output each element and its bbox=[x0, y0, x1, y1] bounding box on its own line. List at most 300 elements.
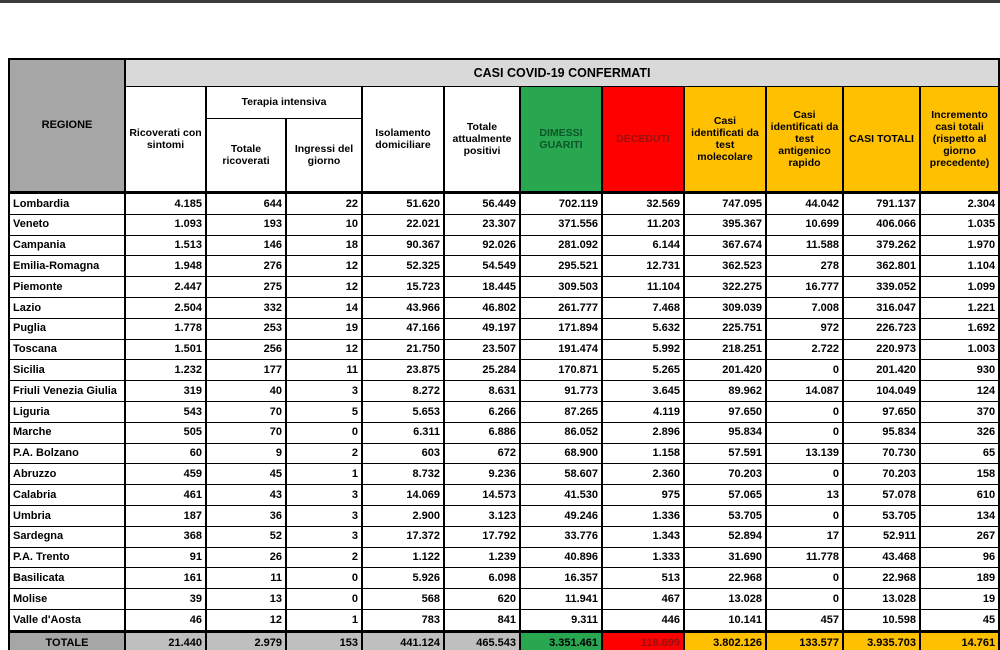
value-cell: 1 bbox=[286, 609, 362, 631]
value-cell: 92.026 bbox=[444, 235, 520, 256]
value-cell: 275 bbox=[206, 277, 286, 298]
column-group-terapia-intensiva: Terapia intensiva bbox=[206, 87, 362, 119]
value-cell: 11.203 bbox=[602, 214, 684, 235]
value-cell: 0 bbox=[766, 422, 843, 443]
value-cell: 43 bbox=[206, 485, 286, 506]
column-header-incremento: Incremento casi totali (rispetto al giorno precedente) bbox=[920, 87, 999, 193]
value-cell: 620 bbox=[444, 589, 520, 610]
column-header-dimessi-guariti: DIMESSI GUARITI bbox=[520, 87, 602, 193]
value-cell: 65 bbox=[920, 443, 999, 464]
column-header-totale-ricoverati: Totale ricoverati bbox=[206, 119, 286, 193]
value-cell: 12 bbox=[286, 277, 362, 298]
value-cell: 5 bbox=[286, 401, 362, 422]
region-name: P.A. Bolzano bbox=[9, 443, 125, 464]
value-cell: 7.468 bbox=[602, 297, 684, 318]
table-row bbox=[9, 526, 999, 547]
value-cell: 91.773 bbox=[520, 381, 602, 402]
value-cell: 161 bbox=[125, 568, 206, 589]
column-header-ricoverati-con-sintomi: Ricoverati con sintomi bbox=[125, 87, 206, 193]
value-cell: 87.265 bbox=[520, 401, 602, 422]
table-footer bbox=[9, 631, 999, 650]
value-cell: 295.521 bbox=[520, 256, 602, 277]
value-cell: 975 bbox=[602, 485, 684, 506]
value-cell: 1.948 bbox=[125, 256, 206, 277]
value-cell: 568 bbox=[362, 589, 444, 610]
value-cell: 5.992 bbox=[602, 339, 684, 360]
value-cell: 201.420 bbox=[684, 360, 766, 381]
value-cell: 12.731 bbox=[602, 256, 684, 277]
value-cell: 58.607 bbox=[520, 464, 602, 485]
value-cell: 70.730 bbox=[843, 443, 920, 464]
value-cell: 6.311 bbox=[362, 422, 444, 443]
value-cell: 3 bbox=[286, 505, 362, 526]
region-name: Campania bbox=[9, 235, 125, 256]
value-cell: 95.834 bbox=[843, 422, 920, 443]
value-cell: 41.530 bbox=[520, 485, 602, 506]
value-cell: 57.078 bbox=[843, 485, 920, 506]
table-header bbox=[9, 59, 999, 193]
value-cell: 11 bbox=[206, 568, 286, 589]
table-row bbox=[9, 464, 999, 485]
region-name: Marche bbox=[9, 422, 125, 443]
totale-test-antigenico: 133.577 bbox=[766, 631, 843, 650]
value-cell: 70 bbox=[206, 401, 286, 422]
value-cell: 13 bbox=[206, 589, 286, 610]
value-cell: 15.723 bbox=[362, 277, 444, 298]
value-cell: 702.119 bbox=[520, 193, 602, 215]
value-cell: 747.095 bbox=[684, 193, 766, 215]
value-cell: 2.722 bbox=[766, 339, 843, 360]
value-cell: 1.158 bbox=[602, 443, 684, 464]
value-cell: 22.021 bbox=[362, 214, 444, 235]
value-cell: 9.311 bbox=[520, 609, 602, 631]
value-cell: 0 bbox=[766, 464, 843, 485]
value-cell: 256 bbox=[206, 339, 286, 360]
table-row bbox=[9, 256, 999, 277]
column-header-isolamento-domiciliare: Isolamento domiciliare bbox=[362, 87, 444, 193]
region-name: P.A. Trento bbox=[9, 547, 125, 568]
value-cell: 253 bbox=[206, 318, 286, 339]
value-cell: 1.778 bbox=[125, 318, 206, 339]
value-cell: 49.197 bbox=[444, 318, 520, 339]
column-header-totale-attualmente-positivi: Totale attualmente positivi bbox=[444, 87, 520, 193]
value-cell: 0 bbox=[286, 568, 362, 589]
value-cell: 1.093 bbox=[125, 214, 206, 235]
value-cell: 14.087 bbox=[766, 381, 843, 402]
value-cell: 3.645 bbox=[602, 381, 684, 402]
value-cell: 10.598 bbox=[843, 609, 920, 631]
region-name: Liguria bbox=[9, 401, 125, 422]
value-cell: 13.028 bbox=[843, 589, 920, 610]
totale-deceduti: 118.699 bbox=[602, 631, 684, 650]
value-cell: 5.632 bbox=[602, 318, 684, 339]
value-cell: 17.792 bbox=[444, 526, 520, 547]
value-cell: 2 bbox=[286, 547, 362, 568]
table-row bbox=[9, 214, 999, 235]
value-cell: 32.569 bbox=[602, 193, 684, 215]
totale-ingressi-del-giorno: 153 bbox=[286, 631, 362, 650]
value-cell: 96 bbox=[920, 547, 999, 568]
value-cell: 332 bbox=[206, 297, 286, 318]
value-cell: 124 bbox=[920, 381, 999, 402]
value-cell: 1.343 bbox=[602, 526, 684, 547]
value-cell: 309.039 bbox=[684, 297, 766, 318]
value-cell: 17.372 bbox=[362, 526, 444, 547]
value-cell: 33.776 bbox=[520, 526, 602, 547]
value-cell: 3 bbox=[286, 485, 362, 506]
region-name: Emilia-Romagna bbox=[9, 256, 125, 277]
value-cell: 18 bbox=[286, 235, 362, 256]
value-cell: 191.474 bbox=[520, 339, 602, 360]
value-cell: 261.777 bbox=[520, 297, 602, 318]
value-cell: 362.801 bbox=[843, 256, 920, 277]
value-cell: 6.144 bbox=[602, 235, 684, 256]
value-cell: 23.507 bbox=[444, 339, 520, 360]
value-cell: 26 bbox=[206, 547, 286, 568]
value-cell: 46.802 bbox=[444, 297, 520, 318]
value-cell: 11.104 bbox=[602, 277, 684, 298]
value-cell: 31.690 bbox=[684, 547, 766, 568]
value-cell: 104.049 bbox=[843, 381, 920, 402]
value-cell: 370 bbox=[920, 401, 999, 422]
value-cell: 446 bbox=[602, 609, 684, 631]
value-cell: 1.692 bbox=[920, 318, 999, 339]
value-cell: 1.970 bbox=[920, 235, 999, 256]
value-cell: 1.035 bbox=[920, 214, 999, 235]
value-cell: 51.620 bbox=[362, 193, 444, 215]
value-cell: 841 bbox=[444, 609, 520, 631]
value-cell: 505 bbox=[125, 422, 206, 443]
column-header-test-antigenico: Casi identificati da test antigenico rapido bbox=[766, 87, 843, 193]
value-cell: 2.360 bbox=[602, 464, 684, 485]
totale-isolamento-domiciliare: 441.124 bbox=[362, 631, 444, 650]
region-name: Basilicata bbox=[9, 568, 125, 589]
region-name: Calabria bbox=[9, 485, 125, 506]
value-cell: 220.973 bbox=[843, 339, 920, 360]
value-cell: 218.251 bbox=[684, 339, 766, 360]
value-cell: 276 bbox=[206, 256, 286, 277]
value-cell: 278 bbox=[766, 256, 843, 277]
column-header-regione: REGIONE bbox=[9, 59, 125, 193]
value-cell: 11.778 bbox=[766, 547, 843, 568]
value-cell: 146 bbox=[206, 235, 286, 256]
value-cell: 1.122 bbox=[362, 547, 444, 568]
value-cell: 52.911 bbox=[843, 526, 920, 547]
value-cell: 309.503 bbox=[520, 277, 602, 298]
value-cell: 45 bbox=[206, 464, 286, 485]
value-cell: 86.052 bbox=[520, 422, 602, 443]
value-cell: 12 bbox=[286, 339, 362, 360]
region-name: Friuli Venezia Giulia bbox=[9, 381, 125, 402]
table-row bbox=[9, 297, 999, 318]
totale-attualmente-positivi: 465.543 bbox=[444, 631, 520, 650]
value-cell: 14.573 bbox=[444, 485, 520, 506]
region-name: Lombardia bbox=[9, 193, 125, 215]
value-cell: 457 bbox=[766, 609, 843, 631]
value-cell: 189 bbox=[920, 568, 999, 589]
column-header-casi-totali: CASI TOTALI bbox=[843, 87, 920, 193]
value-cell: 2.304 bbox=[920, 193, 999, 215]
value-cell: 57.065 bbox=[684, 485, 766, 506]
column-header-test-molecolare: Casi identificati da test molecolare bbox=[684, 87, 766, 193]
value-cell: 43.468 bbox=[843, 547, 920, 568]
table-row bbox=[9, 339, 999, 360]
value-cell: 322.275 bbox=[684, 277, 766, 298]
value-cell: 10 bbox=[286, 214, 362, 235]
value-cell: 60 bbox=[125, 443, 206, 464]
value-cell: 16.357 bbox=[520, 568, 602, 589]
value-cell: 1.099 bbox=[920, 277, 999, 298]
value-cell: 326 bbox=[920, 422, 999, 443]
value-cell: 2.896 bbox=[602, 422, 684, 443]
region-name: Puglia bbox=[9, 318, 125, 339]
value-cell: 45 bbox=[920, 609, 999, 631]
value-cell: 177 bbox=[206, 360, 286, 381]
region-name: Umbria bbox=[9, 505, 125, 526]
value-cell: 14.069 bbox=[362, 485, 444, 506]
value-cell: 4.185 bbox=[125, 193, 206, 215]
value-cell: 170.871 bbox=[520, 360, 602, 381]
value-cell: 6.266 bbox=[444, 401, 520, 422]
value-cell: 70.203 bbox=[684, 464, 766, 485]
table-row bbox=[9, 547, 999, 568]
value-cell: 0 bbox=[766, 568, 843, 589]
value-cell: 2.900 bbox=[362, 505, 444, 526]
value-cell: 91 bbox=[125, 547, 206, 568]
value-cell: 187 bbox=[125, 505, 206, 526]
region-name: Toscana bbox=[9, 339, 125, 360]
totale-dimessi-guariti: 3.351.461 bbox=[520, 631, 602, 650]
value-cell: 12 bbox=[286, 256, 362, 277]
value-cell: 13 bbox=[766, 485, 843, 506]
value-cell: 225.751 bbox=[684, 318, 766, 339]
region-name: Molise bbox=[9, 589, 125, 610]
totale-ricoverati-con-sintomi: 21.440 bbox=[125, 631, 206, 650]
value-cell: 0 bbox=[286, 422, 362, 443]
value-cell: 1.336 bbox=[602, 505, 684, 526]
table-row bbox=[9, 235, 999, 256]
value-cell: 461 bbox=[125, 485, 206, 506]
value-cell: 6.886 bbox=[444, 422, 520, 443]
value-cell: 1 bbox=[286, 464, 362, 485]
value-cell: 17 bbox=[766, 526, 843, 547]
value-cell: 3.123 bbox=[444, 505, 520, 526]
totale-incremento: 14.761 bbox=[920, 631, 999, 650]
value-cell: 11.588 bbox=[766, 235, 843, 256]
totale-label: TOTALE bbox=[9, 631, 125, 650]
value-cell: 1.104 bbox=[920, 256, 999, 277]
value-cell: 53.705 bbox=[843, 505, 920, 526]
value-cell: 0 bbox=[766, 505, 843, 526]
value-cell: 13.139 bbox=[766, 443, 843, 464]
value-cell: 0 bbox=[766, 360, 843, 381]
value-cell: 23.307 bbox=[444, 214, 520, 235]
region-name: Lazio bbox=[9, 297, 125, 318]
value-cell: 21.750 bbox=[362, 339, 444, 360]
page-top-rule bbox=[0, 0, 1000, 3]
value-cell: 395.367 bbox=[684, 214, 766, 235]
table-row bbox=[9, 193, 999, 215]
value-cell: 6.098 bbox=[444, 568, 520, 589]
table-row bbox=[9, 422, 999, 443]
column-header-ingressi-del-giorno: Ingressi del giorno bbox=[286, 119, 362, 193]
value-cell: 25.284 bbox=[444, 360, 520, 381]
value-cell: 367.674 bbox=[684, 235, 766, 256]
value-cell: 5.653 bbox=[362, 401, 444, 422]
value-cell: 10.141 bbox=[684, 609, 766, 631]
region-name: Valle d'Aosta bbox=[9, 609, 125, 631]
covid-table-container bbox=[8, 58, 998, 650]
table-row bbox=[9, 589, 999, 610]
totale-test-molecolare: 3.802.126 bbox=[684, 631, 766, 650]
value-cell: 193 bbox=[206, 214, 286, 235]
value-cell: 23.875 bbox=[362, 360, 444, 381]
value-cell: 171.894 bbox=[520, 318, 602, 339]
value-cell: 18.445 bbox=[444, 277, 520, 298]
value-cell: 7.008 bbox=[766, 297, 843, 318]
column-header-deceduti: DECEDUTI bbox=[602, 87, 684, 193]
table-row bbox=[9, 277, 999, 298]
value-cell: 57.591 bbox=[684, 443, 766, 464]
value-cell: 459 bbox=[125, 464, 206, 485]
value-cell: 371.556 bbox=[520, 214, 602, 235]
value-cell: 8.272 bbox=[362, 381, 444, 402]
value-cell: 46 bbox=[125, 609, 206, 631]
value-cell: 339.052 bbox=[843, 277, 920, 298]
value-cell: 1.239 bbox=[444, 547, 520, 568]
value-cell: 467 bbox=[602, 589, 684, 610]
value-cell: 22.968 bbox=[843, 568, 920, 589]
value-cell: 972 bbox=[766, 318, 843, 339]
table-row bbox=[9, 443, 999, 464]
value-cell: 281.092 bbox=[520, 235, 602, 256]
value-cell: 379.262 bbox=[843, 235, 920, 256]
value-cell: 52.894 bbox=[684, 526, 766, 547]
value-cell: 16.777 bbox=[766, 277, 843, 298]
covid-cases-table bbox=[8, 58, 1000, 650]
value-cell: 19 bbox=[286, 318, 362, 339]
value-cell: 5.926 bbox=[362, 568, 444, 589]
value-cell: 158 bbox=[920, 464, 999, 485]
value-cell: 610 bbox=[920, 485, 999, 506]
value-cell: 22.968 bbox=[684, 568, 766, 589]
region-name: Piemonte bbox=[9, 277, 125, 298]
value-cell: 47.166 bbox=[362, 318, 444, 339]
value-cell: 70.203 bbox=[843, 464, 920, 485]
value-cell: 319 bbox=[125, 381, 206, 402]
value-cell: 97.650 bbox=[843, 401, 920, 422]
table-row bbox=[9, 568, 999, 589]
value-cell: 4.119 bbox=[602, 401, 684, 422]
value-cell: 8.732 bbox=[362, 464, 444, 485]
value-cell: 9 bbox=[206, 443, 286, 464]
value-cell: 3 bbox=[286, 526, 362, 547]
value-cell: 9.236 bbox=[444, 464, 520, 485]
table-row bbox=[9, 505, 999, 526]
table-body bbox=[9, 193, 999, 632]
value-cell: 39 bbox=[125, 589, 206, 610]
value-cell: 0 bbox=[286, 589, 362, 610]
value-cell: 783 bbox=[362, 609, 444, 631]
value-cell: 40 bbox=[206, 381, 286, 402]
table-row bbox=[9, 401, 999, 422]
value-cell: 791.137 bbox=[843, 193, 920, 215]
value-cell: 5.265 bbox=[602, 360, 684, 381]
value-cell: 10.699 bbox=[766, 214, 843, 235]
value-cell: 930 bbox=[920, 360, 999, 381]
value-cell: 2 bbox=[286, 443, 362, 464]
value-cell: 56.449 bbox=[444, 193, 520, 215]
table-row bbox=[9, 381, 999, 402]
value-cell: 1.333 bbox=[602, 547, 684, 568]
value-cell: 644 bbox=[206, 193, 286, 215]
value-cell: 52 bbox=[206, 526, 286, 547]
value-cell: 54.549 bbox=[444, 256, 520, 277]
value-cell: 22 bbox=[286, 193, 362, 215]
table-title: CASI COVID-19 CONFERMATI bbox=[125, 59, 999, 87]
value-cell: 1.221 bbox=[920, 297, 999, 318]
value-cell: 14 bbox=[286, 297, 362, 318]
value-cell: 53.705 bbox=[684, 505, 766, 526]
value-cell: 1.513 bbox=[125, 235, 206, 256]
value-cell: 406.066 bbox=[843, 214, 920, 235]
value-cell: 36 bbox=[206, 505, 286, 526]
value-cell: 1.232 bbox=[125, 360, 206, 381]
value-cell: 95.834 bbox=[684, 422, 766, 443]
table-row bbox=[9, 318, 999, 339]
value-cell: 2.447 bbox=[125, 277, 206, 298]
value-cell: 513 bbox=[602, 568, 684, 589]
value-cell: 543 bbox=[125, 401, 206, 422]
value-cell: 3 bbox=[286, 381, 362, 402]
value-cell: 97.650 bbox=[684, 401, 766, 422]
value-cell: 201.420 bbox=[843, 360, 920, 381]
table-row bbox=[9, 609, 999, 631]
value-cell: 12 bbox=[206, 609, 286, 631]
value-cell: 362.523 bbox=[684, 256, 766, 277]
value-cell: 11.941 bbox=[520, 589, 602, 610]
totale-row bbox=[9, 631, 999, 650]
value-cell: 368 bbox=[125, 526, 206, 547]
value-cell: 90.367 bbox=[362, 235, 444, 256]
value-cell: 316.047 bbox=[843, 297, 920, 318]
region-name: Veneto bbox=[9, 214, 125, 235]
value-cell: 11 bbox=[286, 360, 362, 381]
value-cell: 89.962 bbox=[684, 381, 766, 402]
value-cell: 68.900 bbox=[520, 443, 602, 464]
value-cell: 44.042 bbox=[766, 193, 843, 215]
table-row bbox=[9, 485, 999, 506]
table-row bbox=[9, 360, 999, 381]
value-cell: 1.501 bbox=[125, 339, 206, 360]
region-name: Sicilia bbox=[9, 360, 125, 381]
value-cell: 672 bbox=[444, 443, 520, 464]
region-name: Sardegna bbox=[9, 526, 125, 547]
region-name: Abruzzo bbox=[9, 464, 125, 485]
totale-casi-totali: 3.935.703 bbox=[843, 631, 920, 650]
value-cell: 1.003 bbox=[920, 339, 999, 360]
value-cell: 52.325 bbox=[362, 256, 444, 277]
value-cell: 0 bbox=[766, 401, 843, 422]
value-cell: 40.896 bbox=[520, 547, 602, 568]
totale-totale-ricoverati: 2.979 bbox=[206, 631, 286, 650]
value-cell: 267 bbox=[920, 526, 999, 547]
value-cell: 13.028 bbox=[684, 589, 766, 610]
value-cell: 2.504 bbox=[125, 297, 206, 318]
value-cell: 226.723 bbox=[843, 318, 920, 339]
value-cell: 19 bbox=[920, 589, 999, 610]
value-cell: 49.246 bbox=[520, 505, 602, 526]
